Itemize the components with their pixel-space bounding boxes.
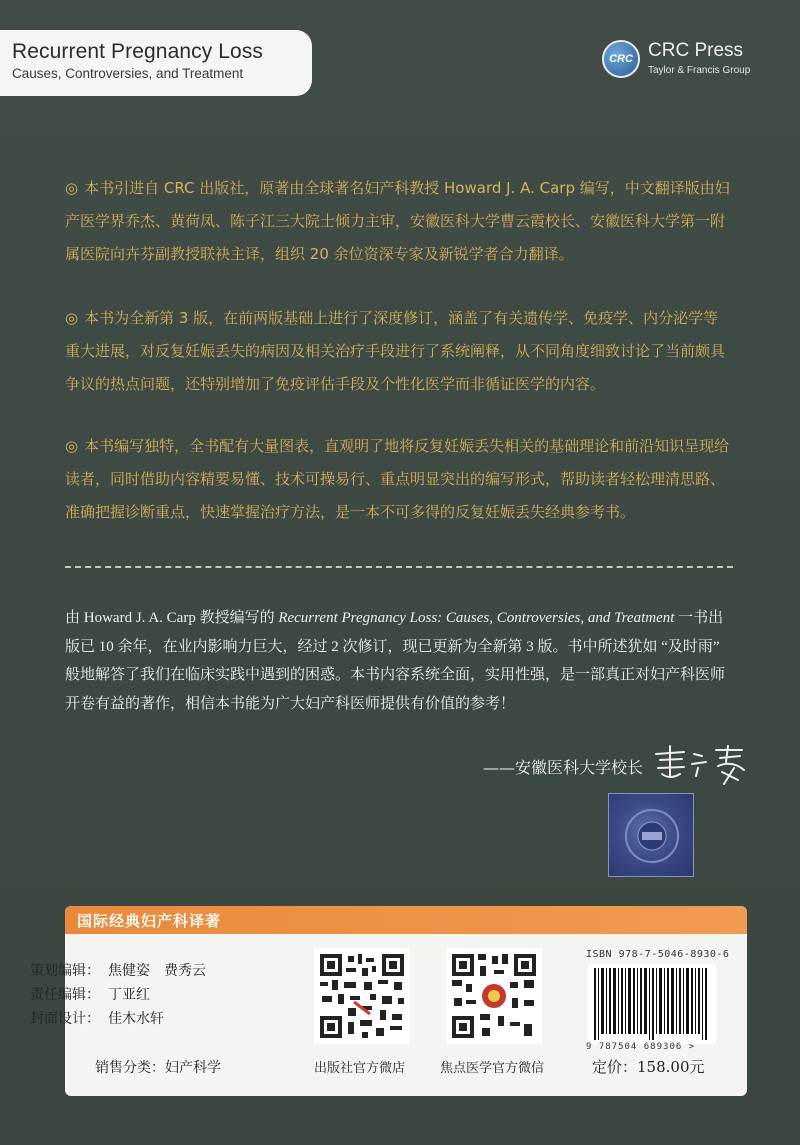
publisher-group: Taylor & Francis Group [648, 65, 751, 76]
endorsement-book-title: Recurrent Pregnancy Loss: Causes, Controversies, and Treatment [278, 610, 675, 626]
isbn-label: ISBN 978-7-5046-8930-6 [586, 949, 730, 960]
dashed-divider [65, 566, 733, 568]
credit-row [30, 1008, 164, 1028]
series-label: 国际经典妇产科译著 [77, 912, 222, 930]
title-tab [0, 30, 312, 96]
crc-logo-icon: CRC [602, 40, 640, 78]
price-label: 定价：158.00元 [592, 1058, 705, 1076]
endorsement-post: 一书出版已 10 余年，在业内影响力巨大，经过 2 次修订，现已更新为全新第 3 版。书中所述犹如 “及时雨” 般地解答了我们在临床实践中遇到的困惑。本书内容系统全面，实用性强，是一部真正对妇产科医师开卷有益的著作，相信本书能为广大妇产科医师提供有价值的参考！ [65, 610, 726, 712]
credit-key: 策划编辑： [30, 963, 100, 979]
book-subtitle: Causes, Controversies, and Treatment [12, 66, 244, 81]
qr-caption: 出版社官方微店 [314, 1061, 406, 1076]
credit-value: 丁亚红 [108, 987, 150, 1003]
endorsement-text [65, 604, 735, 718]
credit-value: 佳木水轩 [108, 1011, 164, 1027]
bullet-text: 本书为全新第 3 版，在前两版基础上进行了深度修订，涵盖了有关遗传学、免疫学、内分泌学等重大进展，对反复妊娠丢失的病因及相关治疗手段进行了系统阐释，从不同角度细致讨论了当前颇具争议的热点问题，还特别增加了免疫评估手段及个性化医学而非循证医学的内容。 [65, 309, 726, 393]
bullet-text: 本书引进自 CRC 出版社，原著由全球著名妇产科教授 Howard J. A. Carp 编写，中文翻译版由妇产医学界乔杰、黄荷凤、陈子江三大院士倾力主审，安徽医科大学曹云霞校长、安徽医科大学第一附属医院向卉芬副教授联袂主译，组织 20 余位资深专家及新锐学者合力翻译。 [65, 179, 730, 263]
bullet-icon: ◎ [65, 309, 79, 327]
qr-code-shop-icon[interactable] [314, 948, 410, 1044]
publisher-logo [602, 38, 762, 88]
credit-value: 焦健姿 费秀云 [108, 963, 206, 979]
bullet-paragraph-2 [65, 302, 733, 401]
bullet-paragraph-1 [65, 172, 733, 271]
qr-caption: 焦点医学官方微信 [440, 1061, 545, 1076]
credit-key: 封面设计： [30, 1011, 100, 1027]
credit-row [30, 960, 206, 980]
barcode-number: 9 787504 689306 > [586, 1042, 696, 1052]
bullet-text: 本书编写独特，全书配有大量图表，直观明了地将反复妊娠丢失相关的基础理论和前沿知识呈现给读者，同时借助内容精要易懂、技术可操易行、重点明显突出的编写形式，帮助读者轻松理清思路、准确把握诊断重点，快速掌握治疗方法，是一本不可多得的反复妊娠丢失经典参考书。 [65, 437, 730, 521]
endorsement-signer: ——安徽医科大学校长 [483, 758, 644, 777]
publisher-name: CRC Press [648, 40, 744, 61]
anti-counterfeit-hologram [608, 793, 694, 877]
bullet-paragraph-3 [65, 430, 733, 529]
endorsement-pre: 由 Howard J. A. Carp 教授编写的 [65, 610, 279, 626]
barcode-icon [588, 964, 716, 1044]
credit-row [30, 984, 150, 1004]
handwritten-signature-icon [650, 740, 750, 788]
qr-code-wechat-icon[interactable] [446, 948, 542, 1044]
credit-key: 责任编辑： [30, 987, 100, 1003]
sales-category: 销售分类：妇产科学 [95, 1060, 221, 1076]
bullet-icon: ◎ [65, 437, 79, 455]
book-title: Recurrent Pregnancy Loss [12, 40, 264, 63]
series-banner [65, 906, 747, 934]
bullet-icon: ◎ [65, 179, 79, 197]
